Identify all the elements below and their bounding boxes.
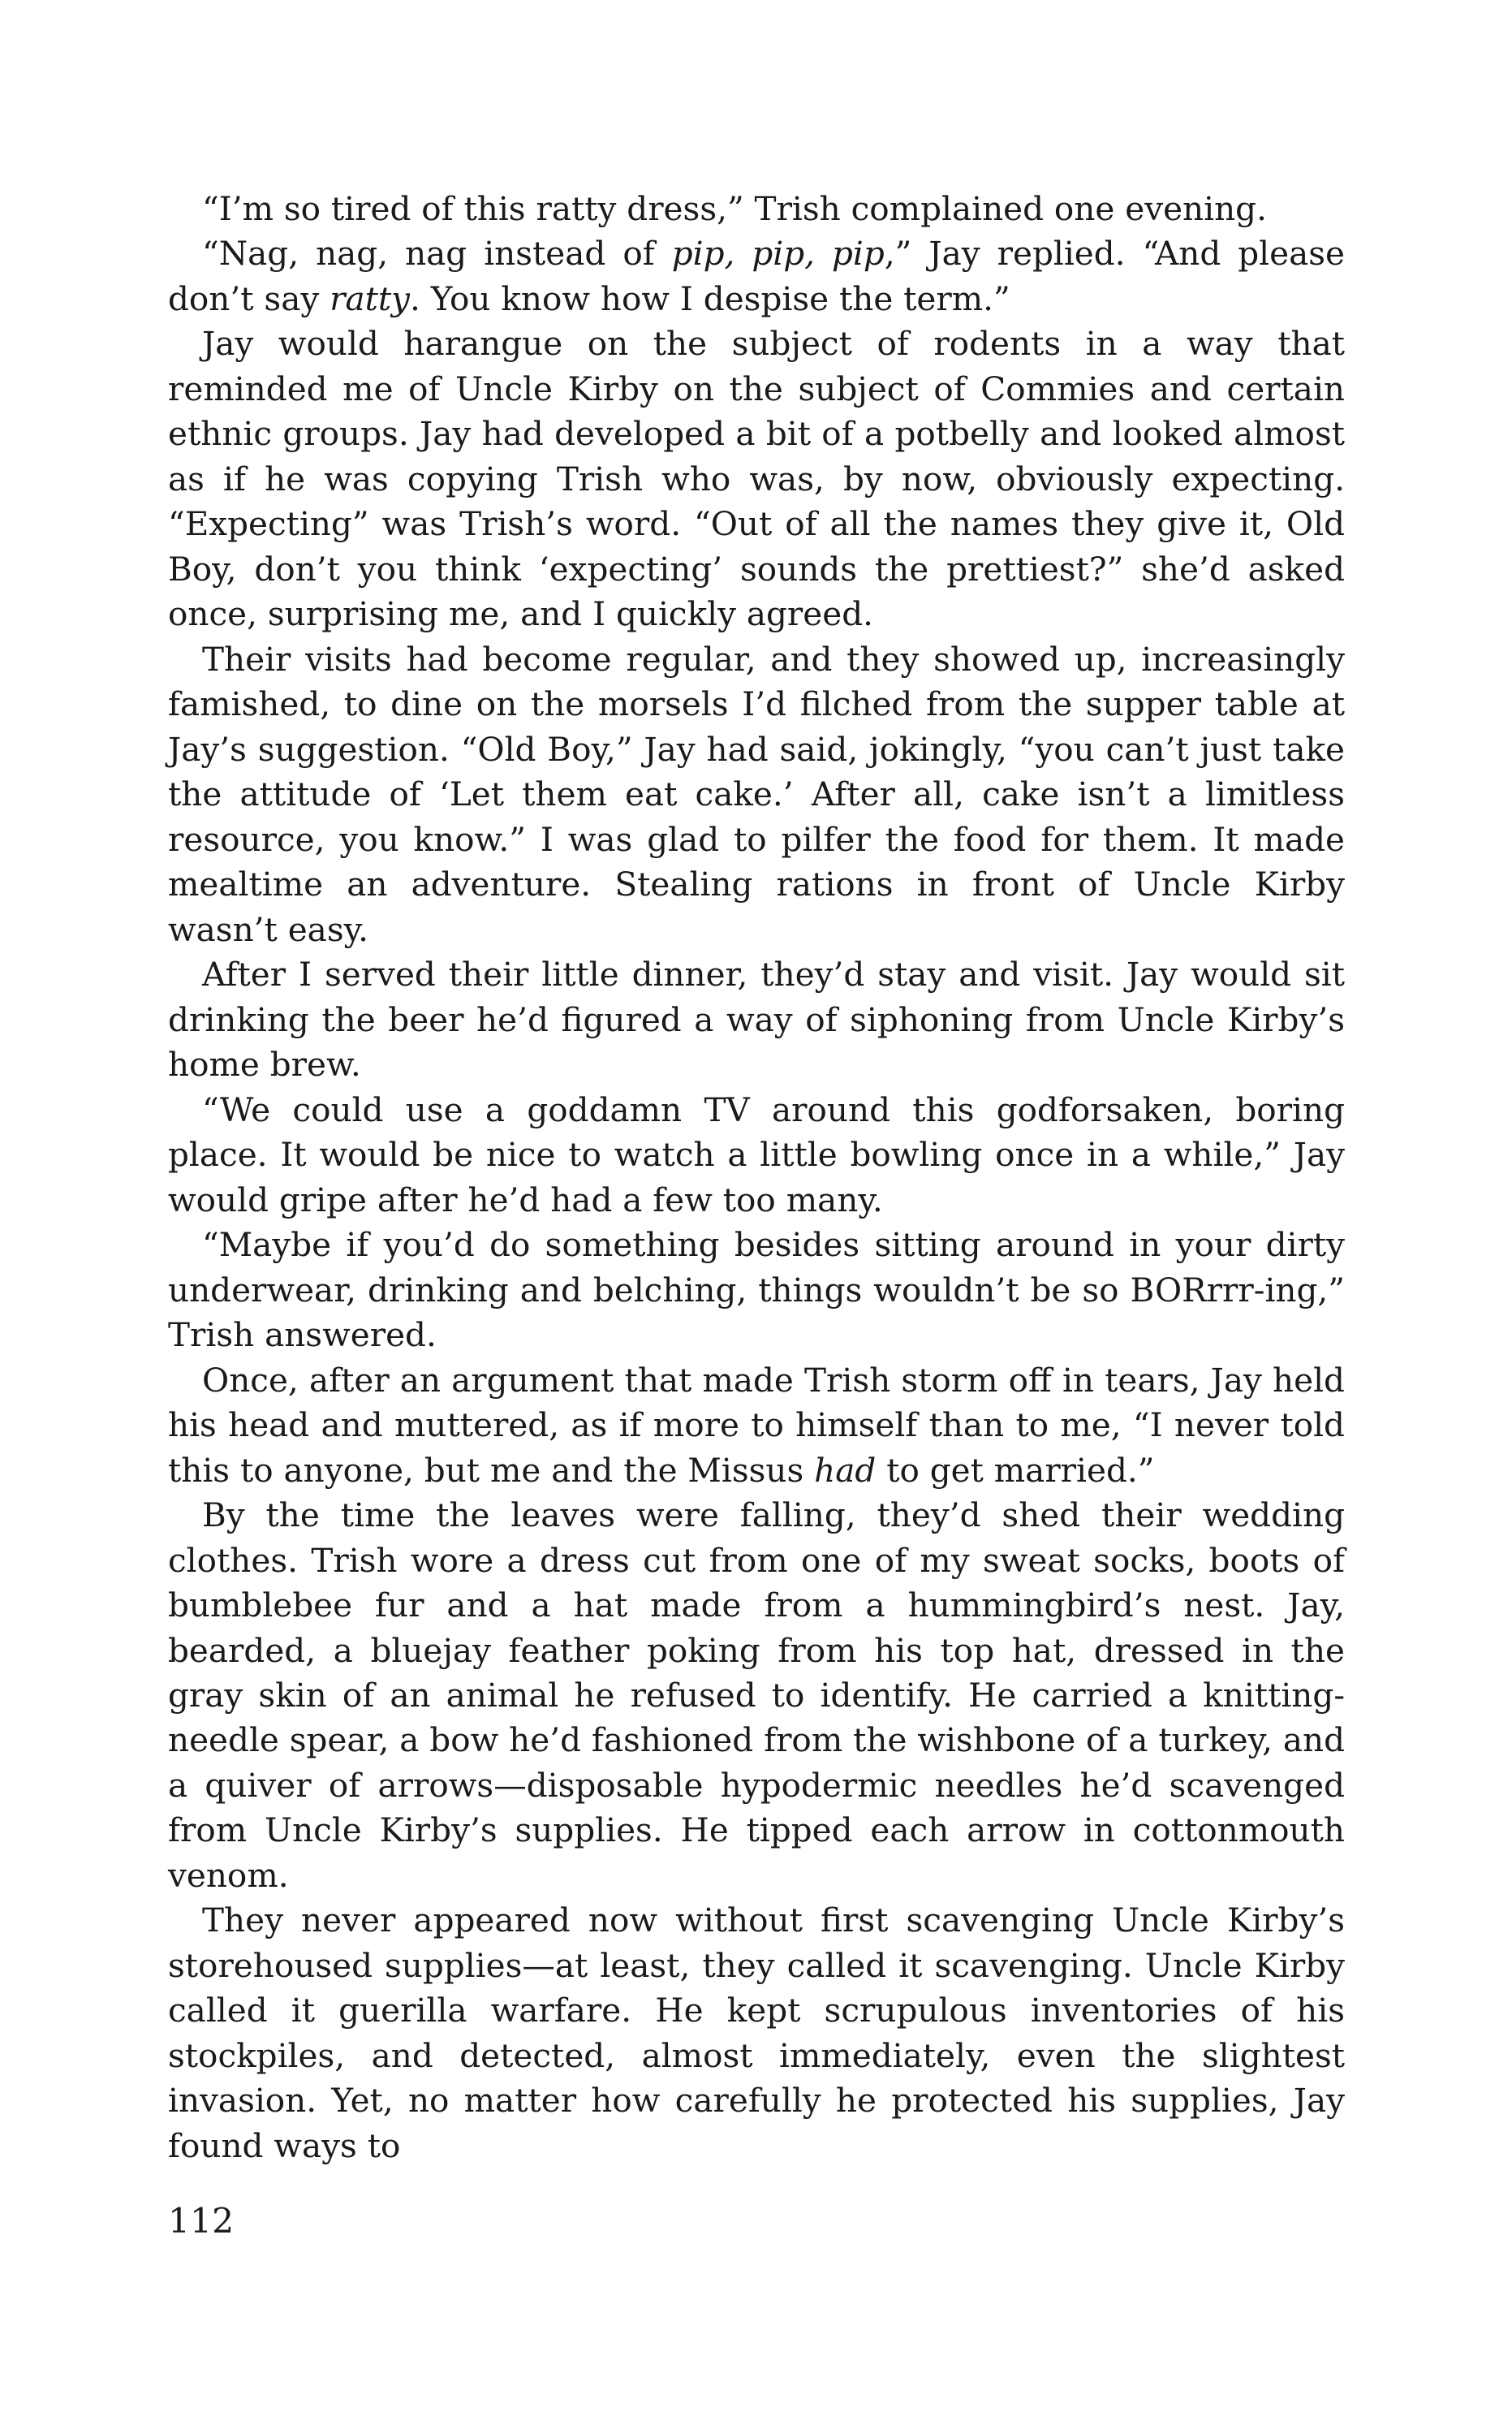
text-run: . You know how I despise the term.” (410, 278, 1010, 318)
italic-text: had (814, 1450, 877, 1490)
italic-text: pip, pip, pip (671, 234, 885, 274)
text-run: By the time the leaves were falling, they’d shed their wedding clothes. Trish wore a dress cut from one of my sweat socks, boots of bumblebee fur and a hat made from a hummingbird’s nest. Jay, bearded, a bluejay feather poking from his top hat, dressed in the gray skin of an animal he refused to identify. He carried a knitting-needle spear, a bow he’d fashioned from the wishbone of a turkey, and a quiver of arrows—disposable hypodermic needles he’d scavenged from Uncle Kirby’s supplies. He tipped each arrow in cottonmouth venom. (168, 1495, 1345, 1895)
text-run: After I served their little dinner, they’d stay and visit. Jay would sit drinking the beer he’d figured a way of siphoning from Uncle Kirby’s home brew. (168, 955, 1345, 1085)
text-run: Their visits had become regular, and they showed up, increasingly famished, to dine on the morsels I’d filched from the supper table at Jay’s suggestion. “Old Boy,” Jay had said, jokingly, “you can’t just take the attitude of ‘Let them eat cake.’ After all, cake isn’t a limitless resource, you know.” I was glad to pilfer the food for them. It made mealtime an adventure. Stealing rations in front of Uncle Kirby wasn’t easy. (168, 639, 1345, 949)
paragraph (168, 1088, 1345, 1223)
text-run: Once, after an argument that made Trish storm off in tears, Jay held his head and muttered, as if more to himself than to me, “I never told this to anyone, but me and the Missus (168, 1360, 1345, 1490)
text-run: to get married.” (876, 1450, 1155, 1490)
paragraph (168, 231, 1345, 321)
text-run: They never appeared now without first scavenging Uncle Kirby’s storehoused supplies—at least, they called it scavenging. Uncle Kirby called it guerilla warfare. He kept scrupulous inventories of his stockpiles, and detected, almost immediately, even the slightest invasion. Yet, no matter how carefully he protected his supplies, Jay found ways to (168, 1901, 1345, 2165)
body-text (168, 187, 1345, 2168)
paragraph (168, 637, 1345, 952)
text-run: “I’m so tired of this ratty dress,” Trish complained one evening. (202, 189, 1267, 228)
text-run: ,” Jay replied. “And please don’t say (168, 234, 1345, 318)
paragraph (168, 321, 1345, 636)
text-run: Jay would harangue on the subject of rodents in a way that reminded me of Uncle Kirby on the subject of Commies and certain ethnic groups. Jay had developed a bit of a potbelly and looked almost as if he was copying Trish who was, by now, obviously expecting. “Expecting” was Trish’s word. “Out of all the names they give it, Old Boy, don’t you think ‘expecting’ sounds the prettiest?” she’d asked once, surprising me, and I quickly agreed. (168, 324, 1345, 634)
text-run: “Maybe if you’d do something besides sitting around in your dirty underwear, drinking and belching, things wouldn’t be so BORrrr-ing,” Trish answered. (168, 1225, 1345, 1355)
text-run: “We could use a goddamn TV around this godforsaken, boring place. It would be nice to watch a little bowling once in a while,” Jay would gripe after he’d had a few too many. (168, 1089, 1345, 1219)
paragraph (168, 187, 1345, 231)
page-number: 112 (168, 2202, 235, 2242)
italic-text: ratty (330, 278, 411, 318)
paragraph (168, 1223, 1345, 1357)
text-run: “Nag, nag, nag instead of (202, 234, 672, 274)
paragraph (168, 952, 1345, 1087)
paragraph (168, 1493, 1345, 1898)
paragraph (168, 1898, 1345, 2168)
paragraph (168, 1358, 1345, 1493)
